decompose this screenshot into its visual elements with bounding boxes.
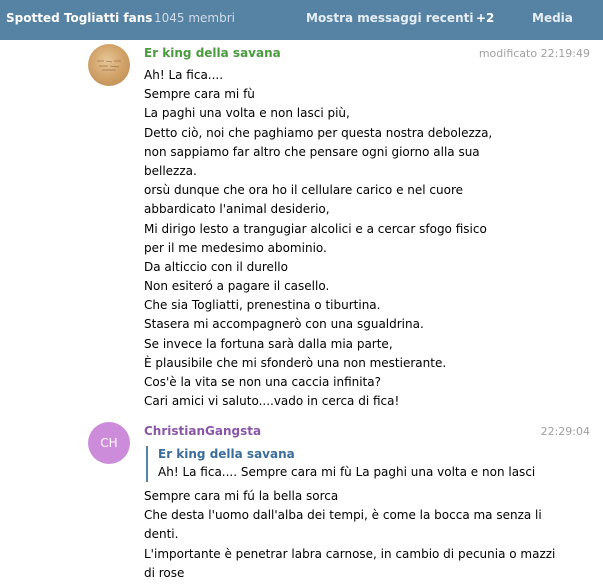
message-1 (0, 40, 603, 412)
extra-count-badge[interactable]: +2 (476, 11, 495, 25)
text-line: L'importante è penetrar labra carnose, in cambio di pecunia o mazzi (144, 546, 556, 561)
show-recent-messages-button[interactable]: Mostra messaggi recenti (306, 11, 474, 25)
text-line: bellezza. (144, 163, 197, 178)
text-line: Mi dirigo lesto a trangugiar alcolici e a cercar sfogo fisico (144, 221, 487, 236)
member-count[interactable]: 1045 membri (154, 11, 235, 25)
chat-header (0, 0, 603, 40)
text-line: abbardicato l'animal desiderio, (144, 202, 330, 217)
text-line: Se invece la fortuna sarà dalla mia parte, (144, 336, 393, 351)
text-line: Cari amici vi saluto....vado in cerca di fica! (144, 394, 400, 409)
text-line: Che sia Togliatti, prenestina o tiburtina. (144, 298, 381, 313)
text-line: Cos'è la vita se non una caccia infinita? (144, 375, 381, 389)
avatar-initials: CH (100, 436, 118, 450)
user-initials-avatar[interactable] (88, 422, 130, 464)
text-line: non sappiamo far altro che pensare ogni giorno alla sua (144, 144, 480, 159)
message-author[interactable]: Er king della savana (144, 46, 281, 60)
reply-text: Ah! La fica.... Sempre cara mi fù La paghi una volta e non lasci (158, 465, 536, 479)
text-line: Stasera mi accompagnerò con una sgualdrina. (144, 317, 424, 332)
text-line: Ah! La fica.... (144, 68, 224, 82)
message-2 (0, 418, 603, 588)
message-text (144, 487, 592, 583)
message-time: modificato 22:19:49 (478, 47, 590, 60)
text-line: Detto ciò, noi che paghiamo per questa nostra debolezza, (144, 125, 493, 140)
reply-author: Er king della savana (158, 447, 295, 461)
message-text (144, 66, 592, 411)
text-line: denti. (144, 527, 179, 542)
message-time: 22:29:04 (540, 425, 590, 438)
reply-quote[interactable] (146, 446, 586, 482)
text-line: Sempre cara mi fù (144, 87, 255, 102)
text-line: di rose (144, 565, 185, 580)
user-photo-avatar[interactable] (88, 44, 130, 86)
text-line: Da alticcio con il durello (144, 259, 288, 274)
text-line: Sempre cara mi fú la bella sorca (144, 489, 339, 503)
text-line: Che desta l'uomo dall'alba dei tempi, è come la bocca ma senza li (144, 508, 542, 523)
text-line: È plausibile che mi sfonderò una non mestierante. (144, 355, 447, 370)
avatar-photo-icon (94, 56, 124, 74)
chat-title[interactable]: Spotted Togliatti fans (6, 11, 153, 25)
text-line: per il me medesimo abominio. (144, 240, 327, 255)
text-line: La paghi una volta e non lasci più, (144, 106, 350, 121)
text-line: Non esiteró a pagare il casello. (144, 279, 330, 294)
message-author[interactable]: ChristianGangsta (144, 424, 262, 438)
media-button[interactable]: Media (532, 11, 573, 25)
text-line: orsù dunque che ora ho il cellulare carico e nel cuore (144, 183, 463, 198)
